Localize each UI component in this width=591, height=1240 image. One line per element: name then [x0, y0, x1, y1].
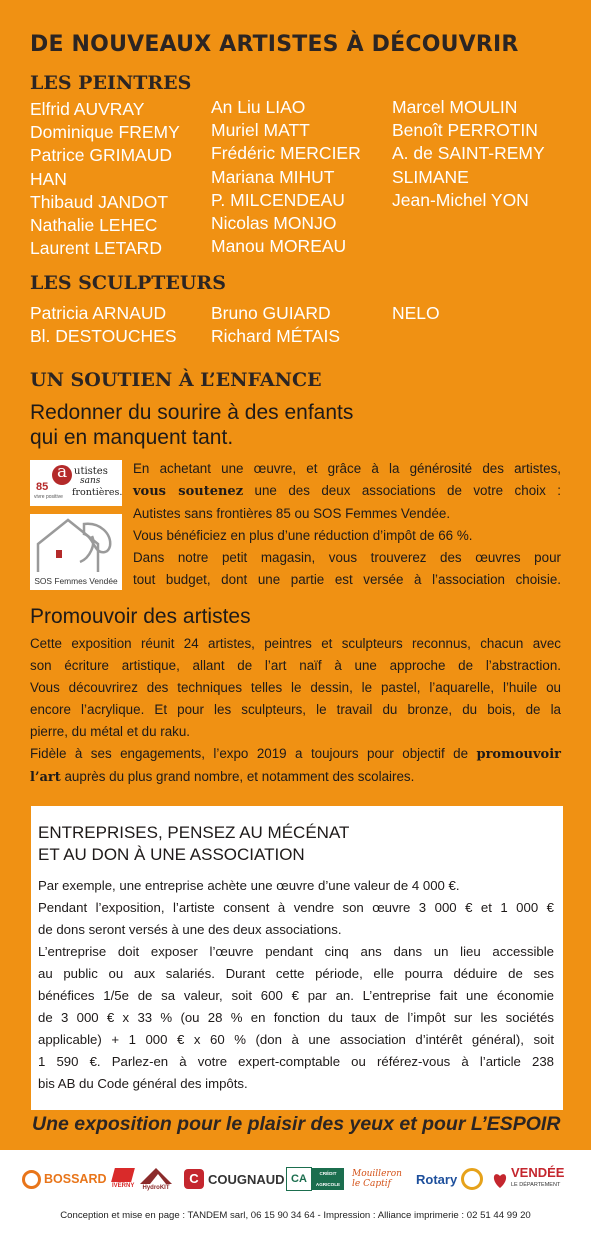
painter-name: Mariana MIHUT: [211, 166, 335, 187]
main-title: DE NOUVEAUX ARTISTES À DÉCOUVRIR: [30, 32, 519, 57]
tagline: Une exposition pour le plaisir des yeux et pour L’ESPOIR: [32, 1113, 561, 1135]
hydrokit-icon: [140, 1166, 172, 1184]
promote-text-line: [30, 743, 561, 766]
sponsor-name: Rotary: [416, 1171, 458, 1187]
iverny-icon: [111, 1168, 135, 1182]
painter-name: Manou MOREAU: [211, 236, 347, 257]
promote-text-line: son écriture artistique, allant de l’art naïf à une approche de l’abstraction.: [30, 658, 561, 673]
sos-femmes-caption: SOS Femmes Vendée: [34, 576, 118, 586]
support-text-line: [133, 480, 561, 503]
painter-name: A. de SAINT-REMY: [392, 143, 545, 164]
sculptor-name: Richard MÉTAIS: [211, 326, 341, 347]
promote-text-span: auprès du plus grand nombre, et notamment des scolaires.: [64, 769, 415, 784]
sponsor-name: HydroKIT: [142, 1185, 170, 1191]
sponsorship-title-line: ET AU DON À UNE ASSOCIATION: [38, 845, 305, 864]
painter-name: SLIMANE: [392, 166, 469, 187]
sculptors-column-3: [392, 302, 440, 325]
sponsorship-text-line: bénéfices 1/5e de sa valeur, soit 600 € par an. L’entreprise fait une économie: [38, 988, 554, 1003]
sponsorship-text-line: 1 590 €. Parlez-en à votre expert-comptable ou référez-vous à l’article 238: [38, 1054, 554, 1069]
ca-icon: CA: [286, 1167, 312, 1191]
support-subtitle-line: qui en manquent tant.: [30, 426, 234, 449]
sculptors-column-2: [211, 302, 340, 348]
painter-name: Muriel MATT: [211, 120, 310, 141]
sponsor-name: CRÉDIT AGRICOLE: [312, 1168, 344, 1190]
credits: Conception et mise en page : TANDEM sarl, 06 15 90 34 64 - Impression : Alliance imprimerie : 02 51 44 99 20: [60, 1210, 531, 1221]
sponsorship-text-line: bis AB du Code général des impôts.: [38, 1076, 248, 1091]
sponsor-logos: [14, 1160, 577, 1198]
rotary-logo: [416, 1160, 483, 1198]
vendee-hearts-icon: [492, 1168, 508, 1190]
sponsor-name: BOSSARD: [44, 1172, 107, 1186]
sculptors-column-1: [30, 302, 177, 348]
ring-icon: [22, 1170, 41, 1189]
sponsor-name: Mouilleron le Captif: [352, 1169, 402, 1189]
vendee-logo: [492, 1160, 564, 1198]
cougnaud-logo: [184, 1160, 285, 1198]
sponsor-name: VENDÉE: [511, 1165, 565, 1180]
support-paragraph: [133, 458, 561, 591]
sos-femmes-vendee-logo: [30, 514, 122, 590]
painter-name: Jean-Michel YON: [392, 189, 529, 210]
sponsorship-title-line: ENTREPRISES, PENSEZ AU MÉCÉNAT: [38, 823, 350, 842]
sponsorship-title: [38, 822, 349, 866]
support-text-line: Autistes sans frontières 85 ou SOS Femmes Vendée.: [133, 506, 451, 521]
promote-text-line: [30, 766, 561, 789]
painters-column-3: [392, 96, 545, 212]
painter-name: Marcel MOULIN: [392, 97, 518, 117]
sponsorship-text-line: de 3 000 € x 33 % (ou 28 % en fonction du taux de l’impôt sur les sociétés: [38, 1010, 554, 1025]
painter-name: Laurent LETARD: [30, 238, 162, 259]
support-subtitle-line: Redonner du sourire à des enfants: [30, 401, 354, 424]
bold-phrase: promouvoir: [476, 747, 561, 762]
sponsor-subname: LE DÉPARTEMENT: [511, 1182, 561, 1188]
cougnaud-icon: C: [184, 1169, 204, 1189]
promote-text-line: Vous découvrirez des techniques telles le dessin, le pastel, l’aquarelle, l’huile ou: [30, 680, 561, 695]
sponsorship-paragraph: [38, 875, 554, 1095]
sponsorship-text-line: L’entreprise doit exposer l’œuvre pendant cinq ans dans un lieu accessible: [38, 944, 554, 959]
sponsorship-text-line: Par exemple, une entreprise achète une œuvre d’une valeur de 4 000 €.: [38, 878, 460, 893]
promote-text-line: pierre, du métal et du raku.: [30, 724, 191, 739]
promote-heading: Promouvoir des artistes: [30, 605, 251, 628]
bossard-logo: [22, 1160, 107, 1198]
painter-name: Nicolas MONJO: [211, 212, 337, 233]
painter-name: HAN: [30, 168, 67, 189]
sculptor-name: NELO: [392, 303, 440, 323]
promote-text-line: encore l’acrylique. Et pour les sculpteurs, le travail du bronze, du bois, de la: [30, 702, 561, 717]
hydrokit-logo: [140, 1160, 172, 1198]
painter-name: P. MILCENDEAU: [211, 189, 345, 210]
painters-column-1: [30, 98, 180, 260]
support-text-line: Vous bénéficiez en plus d’une réduction d’impôt de 66 %.: [133, 528, 473, 543]
painter-name: Elfrid AUVRAY: [30, 99, 145, 119]
rotary-wheel-icon: [461, 1168, 483, 1190]
house-icon: [30, 514, 122, 576]
painter-name: Frédéric MERCIER: [211, 143, 361, 164]
support-text-line: tout budget, dont une partie est versée à l’association choisie.: [133, 572, 561, 587]
sculptor-name: Bruno GUIARD: [211, 303, 331, 323]
support-text-line: Dans notre petit magasin, vous trouverez des œuvres pour: [133, 550, 561, 565]
support-text-span: une des deux associations de votre choix :: [254, 483, 561, 498]
sculptor-name: Patricia ARNAUD: [30, 303, 167, 323]
painter-name: Nathalie LEHEC: [30, 214, 158, 235]
promote-text-span: Fidèle à ses engagements, l’expo 2019 a toujours pour objectif de: [30, 746, 469, 761]
support-text-line: En achetant une œuvre, et grâce à la générosité des artistes,: [133, 461, 561, 476]
sponsor-name: COUGNAUD: [208, 1171, 285, 1187]
painter-name: Patrice GRIMAUD: [30, 145, 172, 166]
painter-name: Benoît PERROTIN: [392, 120, 538, 141]
sculptor-name: Bl. DESTOUCHES: [30, 326, 177, 347]
credit-agricole-logo: [286, 1160, 344, 1198]
mouilleron-logo: [352, 1160, 410, 1198]
support-heading: UN SOUTIEN À L’ENFANCE: [30, 369, 322, 391]
promote-paragraph: [30, 633, 561, 789]
autistes-sans-frontieres-logo: a utistes sans frontières. 85 vivre positive: [30, 460, 122, 506]
painters-column-2: [211, 96, 361, 258]
sponsorship-text-line: Pendant l’exposition, l’artiste consent à vendre son œuvre 3 000 € et 1 000 €: [38, 900, 554, 915]
sponsorship-text-line: au public ou aux salariés. Durant cette période, elle pourra déduire de ses: [38, 966, 554, 981]
bold-phrase: l’art: [30, 770, 61, 785]
painter-name: Thibaud JANDOT: [30, 191, 169, 212]
promote-text-line: Cette exposition réunit 24 artistes, peintres et sculpteurs reconnus, chacun avec: [30, 636, 561, 651]
iverny-logo: [112, 1160, 134, 1198]
sculptors-heading: LES SCULPTEURS: [30, 272, 226, 294]
sponsorship-text-line: de dons seront versés à une des deux associations.: [38, 922, 342, 937]
painter-name: Dominique FREMY: [30, 122, 180, 143]
sponsorship-text-line: applicable) + 1 000 € x 60 % (don à une association d’intérêt général), soit: [38, 1032, 554, 1047]
painter-name: An Liu LIAO: [211, 97, 306, 117]
painters-heading: LES PEINTRES: [30, 72, 192, 94]
support-subtitle: [30, 400, 353, 450]
sponsor-name: IVERNY: [112, 1183, 135, 1189]
bold-phrase: vous soutenez: [133, 484, 244, 499]
